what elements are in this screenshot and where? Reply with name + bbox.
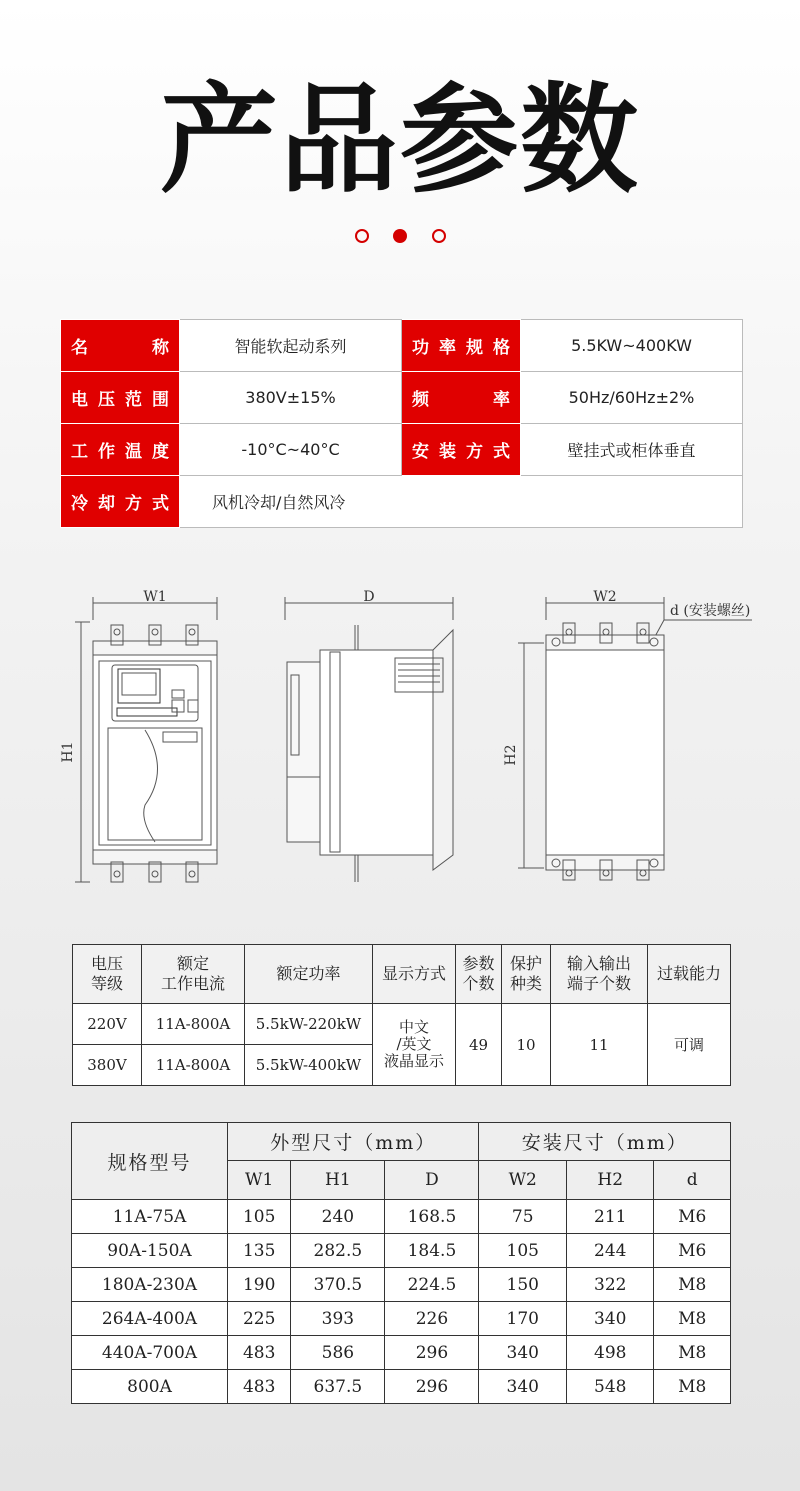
spec-label-text: 冷 却 方 式 <box>71 494 169 514</box>
header-power: 额定功率 <box>245 945 373 1004</box>
size-cell: 586 <box>291 1336 385 1370</box>
size-cell: 296 <box>385 1370 479 1404</box>
model-cell: 11A-75A <box>72 1200 228 1234</box>
size-cell: 211 <box>566 1200 654 1234</box>
size-cell: M6 <box>654 1234 731 1268</box>
size-cell: M6 <box>654 1200 731 1234</box>
carousel-dots <box>350 229 450 249</box>
table-row <box>72 1336 731 1370</box>
table-row <box>72 1234 731 1268</box>
spec-value: 风机冷却/自然风冷 <box>180 476 743 528</box>
spec-label <box>402 320 521 372</box>
table-row <box>61 372 743 424</box>
header-voltage: 电压 等级 <box>73 945 142 1004</box>
size-cell: M8 <box>654 1302 731 1336</box>
size-cell: 483 <box>228 1370 291 1404</box>
model-cell: 800A <box>72 1370 228 1404</box>
table-row <box>72 1370 731 1404</box>
spec-value: -10°C~40°C <box>180 424 402 476</box>
w1-label: W1 <box>143 589 167 605</box>
table-row <box>72 1302 731 1336</box>
size-table-body <box>72 1200 731 1404</box>
header-params: 参数 个数 <box>456 945 502 1004</box>
cell-terminals: 11 <box>551 1004 648 1086</box>
spec-table <box>60 319 743 528</box>
spec-label-text: 功 率 规 格 <box>412 338 510 358</box>
spec-label-text: 安 装 方 式 <box>412 442 510 462</box>
header-mount-size: 安装尺寸（mm） <box>479 1123 731 1161</box>
cell-params: 49 <box>456 1004 502 1086</box>
subheader-cell: H1 <box>291 1161 385 1200</box>
cell-voltage: 380V <box>73 1045 142 1086</box>
size-cell: 548 <box>566 1370 654 1404</box>
spec-label-text: 工 作 温 度 <box>71 442 169 462</box>
spec-label-text: 电 压 范 围 <box>71 390 169 410</box>
d-label: D <box>363 589 375 605</box>
spec-label-text: 频 率 <box>412 390 510 410</box>
size-cell: 240 <box>291 1200 385 1234</box>
model-cell: 90A-150A <box>72 1234 228 1268</box>
header-current: 额定 工作电流 <box>142 945 245 1004</box>
h1-label: H1 <box>60 741 76 763</box>
size-cell: 105 <box>228 1200 291 1234</box>
dot-filled-icon <box>393 229 407 243</box>
size-cell: 190 <box>228 1268 291 1302</box>
cell-display: 中文 /英文 液晶显示 <box>373 1004 456 1086</box>
size-cell: 370.5 <box>291 1268 385 1302</box>
header-display: 显示方式 <box>373 945 456 1004</box>
cell-voltage: 220V <box>73 1004 142 1045</box>
side-view-drawing <box>285 597 453 882</box>
size-cell: 498 <box>566 1336 654 1370</box>
dot-empty-icon <box>432 229 446 243</box>
table-header-row <box>72 1123 731 1161</box>
size-cell: 483 <box>228 1336 291 1370</box>
size-cell: 322 <box>566 1268 654 1302</box>
size-cell: 224.5 <box>385 1268 479 1302</box>
cell-overload: 可调 <box>648 1004 731 1086</box>
subheader-cell: D <box>385 1161 479 1200</box>
page-title: 产品参数 <box>159 71 640 209</box>
header-overload: 过载能力 <box>648 945 731 1004</box>
cell-power: 5.5kW-400kW <box>245 1045 373 1086</box>
size-cell: 150 <box>479 1268 567 1302</box>
size-cell: 226 <box>385 1302 479 1336</box>
header-outer-size: 外型尺寸（mm） <box>228 1123 479 1161</box>
spec-label <box>61 372 180 424</box>
subheader-cell: W1 <box>228 1161 291 1200</box>
model-cell: 264A-400A <box>72 1302 228 1336</box>
dot-empty-icon <box>355 229 369 243</box>
w2-label: W2 <box>593 589 617 605</box>
header-terminals: 输入输出 端子个数 <box>551 945 648 1004</box>
size-cell: 170 <box>479 1302 567 1336</box>
size-cell: 225 <box>228 1302 291 1336</box>
dimension-drawings <box>0 580 800 900</box>
model-cell: 440A-700A <box>72 1336 228 1370</box>
size-cell: 135 <box>228 1234 291 1268</box>
size-table <box>71 1122 731 1404</box>
size-cell: 340 <box>479 1336 567 1370</box>
model-cell: 180A-230A <box>72 1268 228 1302</box>
spec-value: 壁挂式或柜体垂直 <box>521 424 743 476</box>
size-cell: 282.5 <box>291 1234 385 1268</box>
size-cell: M8 <box>654 1370 731 1404</box>
screw-label: d (安装螺丝) <box>670 603 751 619</box>
size-cell: 105 <box>479 1234 567 1268</box>
table-row <box>72 1268 731 1302</box>
cell-protect: 10 <box>502 1004 551 1086</box>
cell-current: 11A-800A <box>142 1004 245 1045</box>
table-row <box>61 476 743 528</box>
size-cell: 184.5 <box>385 1234 479 1268</box>
size-cell: 168.5 <box>385 1200 479 1234</box>
size-cell: 340 <box>566 1302 654 1336</box>
front-view-drawing <box>75 597 217 882</box>
size-cell: M8 <box>654 1268 731 1302</box>
spec-label-text: 名 称 <box>71 338 169 358</box>
subheader-cell: H2 <box>566 1161 654 1200</box>
size-cell: 340 <box>479 1370 567 1404</box>
cell-current: 11A-800A <box>142 1045 245 1086</box>
subheader-cell: W2 <box>479 1161 567 1200</box>
spec-value: 智能软起动系列 <box>180 320 402 372</box>
spec-label <box>61 476 180 528</box>
table-row <box>73 1004 731 1045</box>
size-cell: 393 <box>291 1302 385 1336</box>
param-table <box>72 944 731 1086</box>
table-row <box>61 424 743 476</box>
h2-label: H2 <box>503 744 519 766</box>
spec-value: 50Hz/60Hz±2% <box>521 372 743 424</box>
spec-label <box>61 424 180 476</box>
table-row <box>72 1200 731 1234</box>
size-cell: M8 <box>654 1336 731 1370</box>
spec-value: 380V±15% <box>180 372 402 424</box>
spec-label <box>402 372 521 424</box>
size-cell: 75 <box>479 1200 567 1234</box>
table-header-row <box>73 945 731 1004</box>
spec-label <box>61 320 180 372</box>
header-model: 规格型号 <box>72 1123 228 1200</box>
table-row <box>61 320 743 372</box>
spec-label <box>402 424 521 476</box>
size-cell: 296 <box>385 1336 479 1370</box>
back-view-drawing <box>518 597 752 880</box>
header-protect: 保护 种类 <box>502 945 551 1004</box>
subheader-cell: d <box>654 1161 731 1200</box>
size-cell: 244 <box>566 1234 654 1268</box>
size-cell: 637.5 <box>291 1370 385 1404</box>
spec-value: 5.5KW~400KW <box>521 320 743 372</box>
cell-power: 5.5kW-220kW <box>245 1004 373 1045</box>
